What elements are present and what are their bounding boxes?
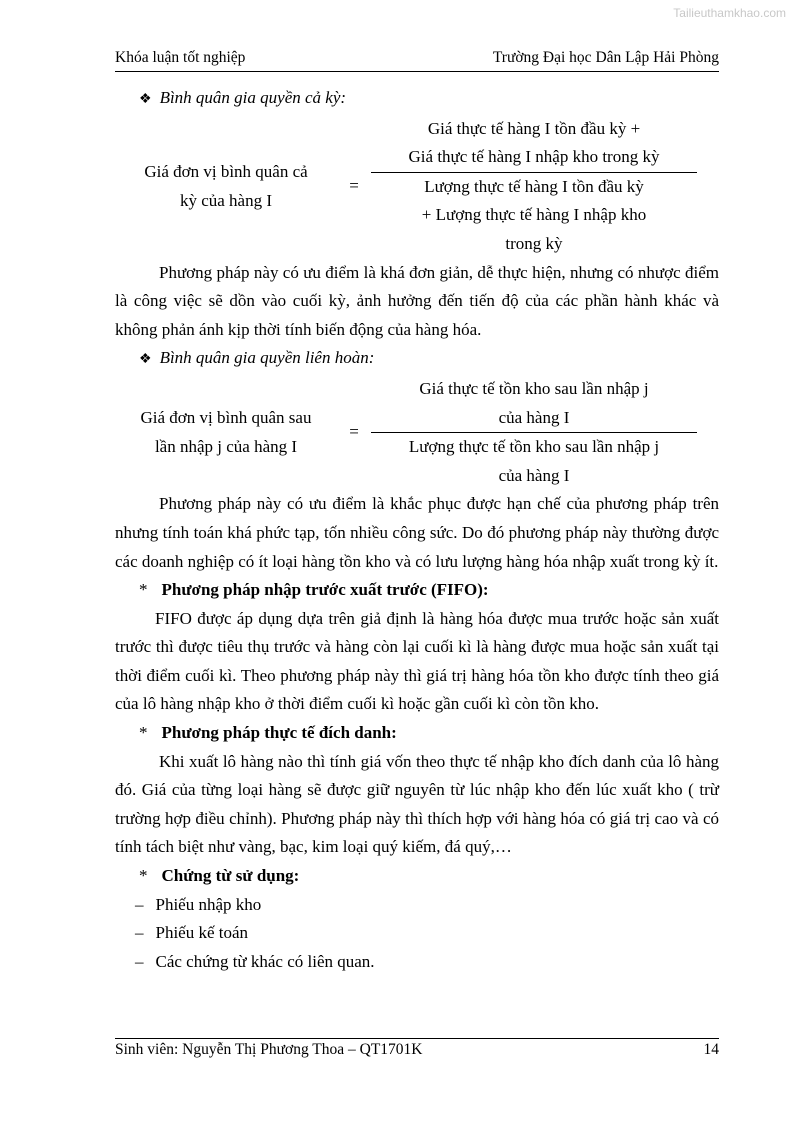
section4-paragraph: Khi xuất lô hàng nào thì tính giá vốn theo thực tế nhập kho đích danh của lô hàng đó. Giá của từng loại hàng sẽ được giữ nguyên từ lúc nhập kho đến lúc xuất kho ( trừ trường hợp điều chỉnh). Phương pháp này thì thích hợp với hàng hóa có giá trị cao và có tính tách biệt như vàng, bạc, kim loại quý kiếm, đá quý,… bbox=[115, 751, 719, 857]
list-item bbox=[135, 948, 719, 977]
asterisk-marker: * bbox=[139, 866, 148, 886]
formula2-denominator bbox=[371, 433, 697, 490]
page-content bbox=[115, 84, 719, 976]
page-number: 14 bbox=[703, 1041, 719, 1058]
formula1-fraction bbox=[371, 115, 697, 259]
formula1-denominator-line: + Lượng thực tế hàng I nhập kho bbox=[421, 205, 647, 225]
section3-heading bbox=[139, 576, 719, 605]
dash-marker: – bbox=[135, 951, 144, 971]
formula1-lhs-line: kỳ của hàng I bbox=[179, 190, 273, 210]
watermark: Tailieuthamkhao.com bbox=[673, 6, 786, 20]
formula1-numerator-line: Giá thực tế hàng I tồn đầu kỳ + bbox=[427, 118, 641, 138]
formula2-numerator-line: của hàng I bbox=[498, 407, 570, 427]
section2-paragraph: Phương pháp này có ưu điểm là khắc phục được hạn chế của phương pháp trên nhưng tính toán khá phức tạp, tốn nhiều công sức. Do đó phương pháp này thường được các doanh nghiệp có ít loại hàng tồn kho và có lưu lượng hàng hóa nhập xuất trong kỳ ít. bbox=[115, 494, 719, 571]
formula2-denominator-line: Lượng thực tế tồn kho sau lần nhập j bbox=[408, 437, 660, 457]
formula1-numerator bbox=[371, 115, 697, 173]
header-right: Trường Đại học Dân Lập Hải Phòng bbox=[492, 49, 719, 66]
formula1-numerator-line: Giá thực tế hàng I nhập kho trong kỳ bbox=[408, 147, 660, 167]
section1-title: Bình quân gia quyền cả kỳ: bbox=[159, 88, 347, 107]
formula2-lhs-line: Giá đơn vị bình quân sau bbox=[140, 408, 312, 428]
diamond-bullet-icon: ❖ bbox=[139, 92, 152, 107]
formula2-fraction bbox=[371, 375, 697, 490]
formula2-denominator-line: của hàng I bbox=[498, 465, 570, 485]
section2-heading bbox=[139, 344, 719, 375]
dash-marker: – bbox=[135, 923, 144, 943]
dash-marker: – bbox=[135, 894, 144, 914]
formula-weighted-average-moving bbox=[115, 375, 719, 490]
list-item-text: Phiếu kế toán bbox=[155, 923, 249, 943]
formula1-denominator-line: Lượng thực tế hàng I tồn đầu kỳ bbox=[424, 176, 644, 196]
formula1-lhs bbox=[115, 158, 337, 215]
formula1-equals: = bbox=[349, 176, 359, 196]
header-left: Khóa luận tốt nghiệp bbox=[115, 49, 246, 66]
page-footer bbox=[115, 1038, 719, 1059]
formula1-denominator-line: trong kỳ bbox=[505, 233, 563, 253]
formula2-numerator bbox=[371, 375, 697, 433]
diamond-bullet-icon: ❖ bbox=[139, 352, 152, 368]
section1-heading bbox=[139, 84, 719, 115]
formula2-equals: = bbox=[349, 422, 359, 442]
section4-heading bbox=[139, 719, 719, 748]
list-item-text: Các chứng từ khác có liên quan. bbox=[155, 951, 375, 971]
list-item bbox=[135, 891, 719, 920]
section1-paragraph: Phương pháp này có ưu điểm là khá đơn giản, dễ thực hiện, nhưng có nhược điểm là công việc sẽ dồn vào cuối kỳ, ảnh hưởng đến tiến độ của các phần hành khác và không phản ánh kịp thời tính biến động của hàng hóa. bbox=[115, 262, 719, 339]
section3-title: Phương pháp nhập trước xuất trước (FIFO): bbox=[161, 580, 489, 600]
formula2-numerator-line: Giá thực tế tồn kho sau lần nhập j bbox=[419, 378, 649, 398]
formula1-denominator bbox=[371, 173, 697, 259]
asterisk-marker: * bbox=[139, 723, 148, 743]
formula1-lhs-line: Giá đơn vị bình quân cả bbox=[144, 161, 308, 181]
section5-title: Chứng từ sử dụng: bbox=[161, 866, 300, 886]
section3-paragraph: FIFO được áp dụng dựa trên giả định là hàng hóa được mua trước hoặc sản xuất trước thì được tiêu thụ trước và hàng còn lại cuối kì là hàng được mua hoặc sản xuất tại thời điểm cuối kì. Theo phương pháp này thì giá trị hàng hóa tồn kho được tính theo giá của lô hàng nhập kho ở thời điểm cuối kì hoặc gần cuối kì còn tồn kho. bbox=[115, 608, 719, 714]
formula-weighted-average-period bbox=[115, 115, 719, 259]
list-item bbox=[135, 919, 719, 948]
formula2-lhs bbox=[115, 404, 337, 461]
formula2-lhs-line: lần nhập j của hàng I bbox=[154, 436, 298, 456]
footer-student: Sinh viên: Nguyễn Thị Phương Thoa – QT1701K bbox=[115, 1041, 423, 1058]
section5-heading bbox=[139, 862, 719, 891]
asterisk-marker: * bbox=[139, 580, 148, 600]
list-item-text: Phiếu nhập kho bbox=[155, 894, 262, 914]
section4-title: Phương pháp thực tế đích danh: bbox=[161, 723, 397, 743]
page-header bbox=[115, 49, 719, 72]
section2-title: Bình quân gia quyền liên hoàn: bbox=[159, 348, 375, 368]
